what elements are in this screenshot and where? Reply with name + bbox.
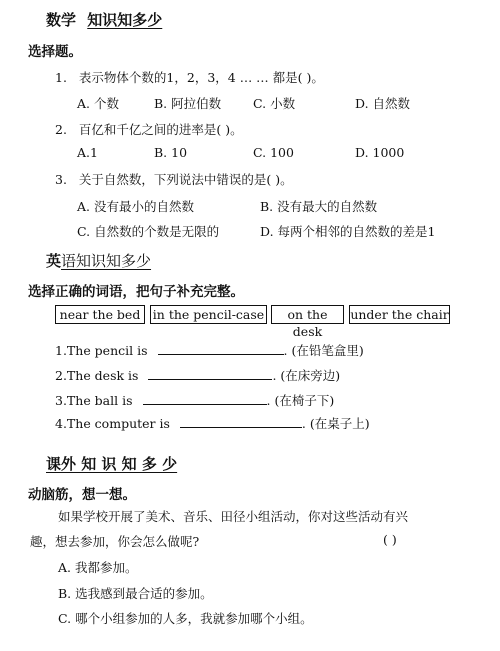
english-subtitle: 选择正确的词语，把句子补充完整。 [28, 284, 244, 300]
extra-question-line-1: 如果学校开展了美术、音乐、田径小组活动，你对这些活动有兴 [58, 509, 409, 524]
question-number: 2. [55, 122, 67, 137]
q3-option-d[interactable]: D. 每两个相邻的自然数的差是1 [260, 224, 436, 239]
q3-option-c[interactable]: C. 自然数的个数是无限的 [77, 224, 220, 239]
question-number: 1. [55, 70, 67, 85]
sentence-start: 2.The desk is [55, 368, 139, 383]
q2-option-b[interactable]: B. 10 [154, 145, 188, 160]
q2-option-d[interactable]: D. 1000 [355, 145, 405, 160]
word-bank-item: near the bed [55, 305, 145, 324]
word-bank-item: on the desk [271, 305, 344, 324]
q3-option-b[interactable]: B. 没有最大的自然数 [260, 199, 378, 214]
q2-option-a[interactable]: A.1 [77, 145, 98, 160]
word-bank-item: under the chair [350, 307, 449, 322]
answer-blank[interactable] [148, 367, 272, 380]
question-1 [55, 68, 324, 86]
question-number: 3. [55, 172, 67, 187]
answer-blank[interactable] [143, 392, 267, 405]
sentence-hint: . (在铅笔盒里) [283, 343, 364, 358]
english-title-rest: 语知识知多少 [61, 252, 152, 270]
answer-blank[interactable] [158, 342, 284, 355]
q1-option-b[interactable]: B. 阿拉伯数 [154, 96, 222, 111]
q1-option-a[interactable]: A. 个数 [77, 96, 119, 111]
sentence-hint: . (在桌子上) [301, 416, 370, 431]
q1-option-d[interactable]: D. 自然数 [355, 96, 411, 111]
math-subtitle: 选择题。 [28, 44, 82, 60]
answer-paren[interactable]: ( ) [383, 532, 397, 547]
extra-option-c[interactable]: C. 哪个小组参加的人多，我就参加哪个小组。 [58, 611, 313, 626]
q1-option-c[interactable]: C. 小数 [253, 96, 296, 111]
q2-option-c[interactable]: C. 100 [253, 145, 294, 160]
sentence-4 [55, 414, 370, 432]
word-bank-item: in the pencil-case [150, 305, 267, 324]
question-3 [55, 170, 293, 188]
sentence-start: 4.The computer is [55, 416, 170, 431]
question-text: 百亿和千亿之间的进率是( )。 [78, 122, 243, 137]
sentence-3 [55, 391, 334, 409]
math-title-rest: 知识知多少 [87, 11, 163, 29]
answer-blank[interactable] [180, 415, 302, 428]
extra-question-line-2: 趣，想去参加，你会怎么做呢? [30, 534, 200, 549]
english-title-subject: 英 [46, 252, 62, 270]
question-text: 关于自然数，下列说法中错误的是( )。 [78, 172, 293, 187]
english-section-title [46, 250, 151, 271]
math-section-title [46, 9, 162, 30]
extra-option-a[interactable]: A. 我都参加。 [58, 560, 138, 575]
sentence-hint: . (在椅子下) [266, 393, 335, 408]
q3-option-a[interactable]: A. 没有最小的自然数 [77, 199, 194, 214]
math-title-subject: 数学 [46, 11, 77, 29]
sentence-start: 1.The pencil is [55, 343, 148, 358]
question-2 [55, 120, 243, 138]
sentence-2 [55, 366, 340, 384]
sentence-1 [55, 341, 364, 359]
extra-option-b[interactable]: B. 选我感到最合适的参加。 [58, 586, 213, 601]
extra-section-title: 课外 知 识 知 多 少 [46, 455, 178, 473]
sentence-hint: . (在床旁边) [272, 368, 341, 383]
sentence-start: 3.The ball is [55, 393, 133, 408]
question-text: 表示物体个数的1，2，3，4 … … 都是( )。 [78, 70, 324, 85]
extra-subtitle: 动脑筋，想一想。 [28, 487, 136, 503]
